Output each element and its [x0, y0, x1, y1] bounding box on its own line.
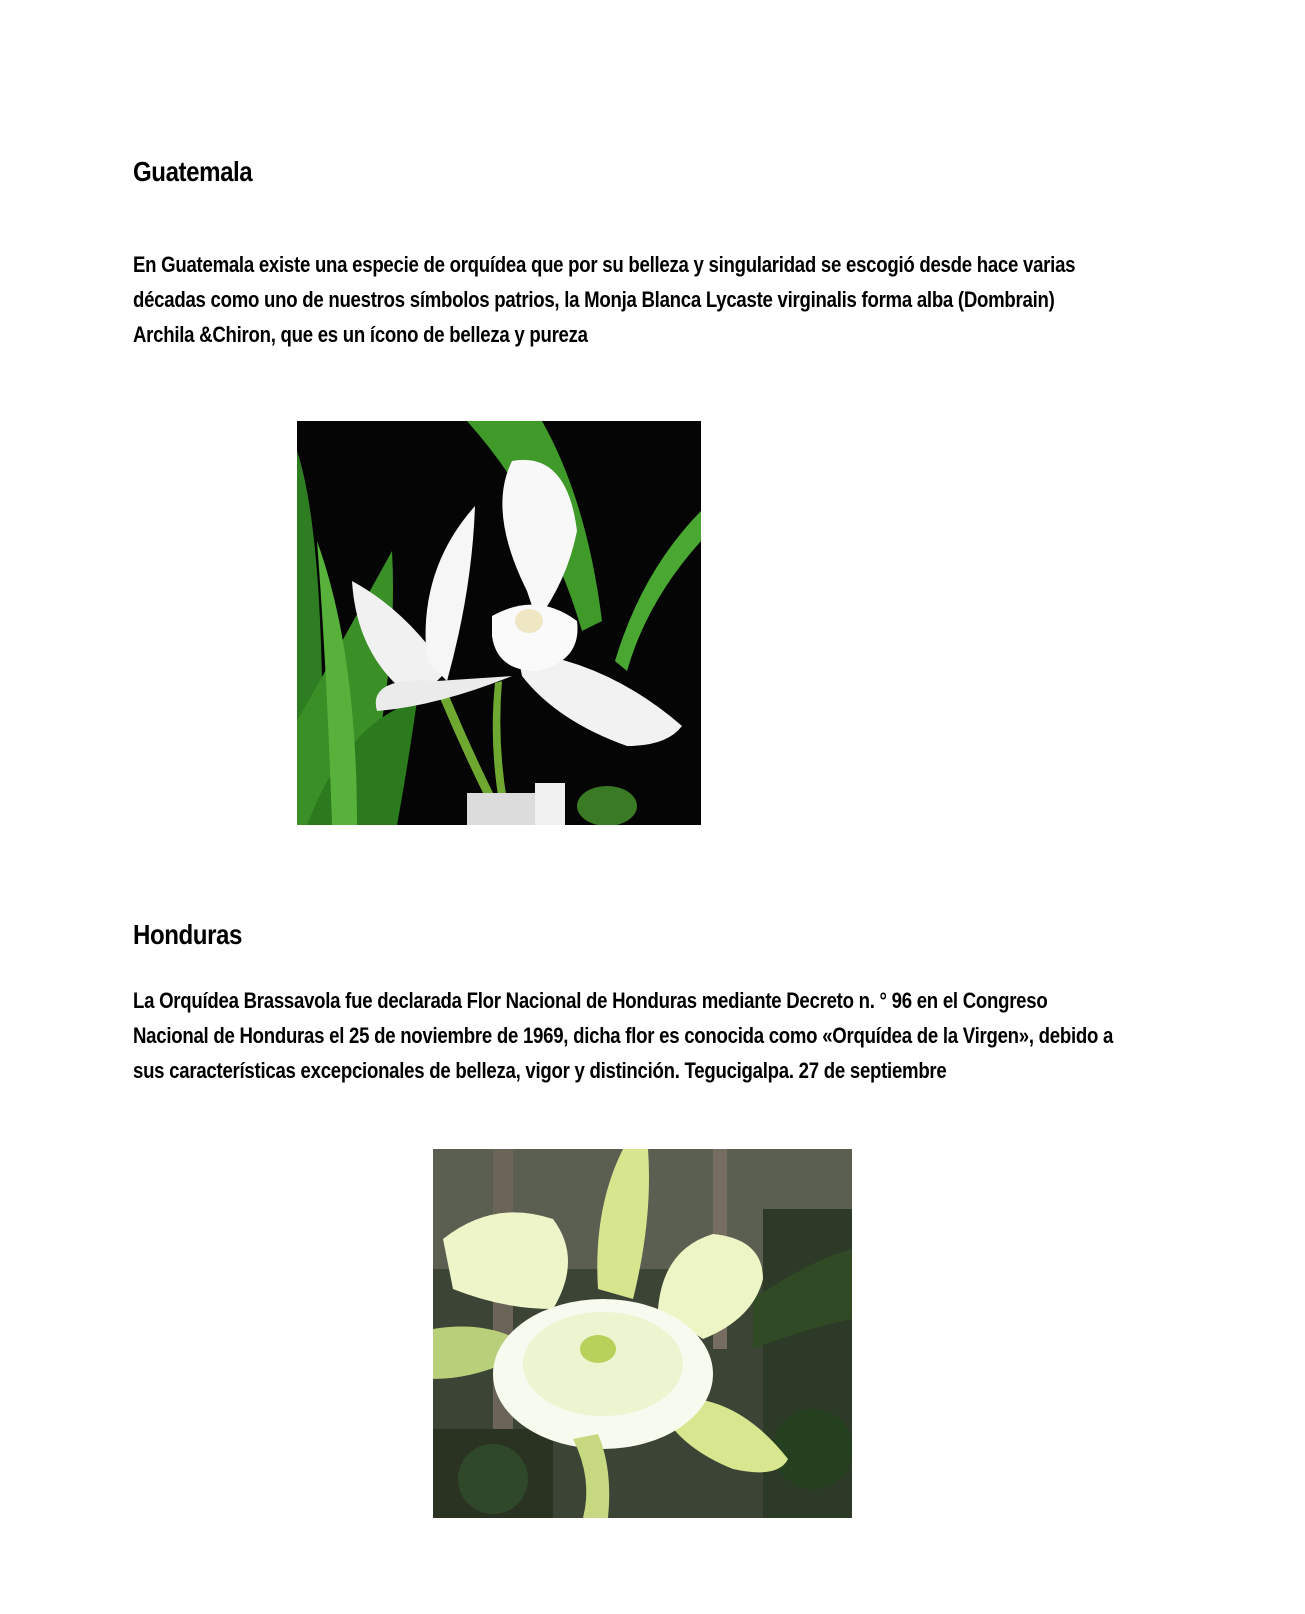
- monja-blanca-orchid-photo: [297, 421, 701, 825]
- honduras-heading: Honduras: [133, 919, 242, 950]
- guatemala-heading: Guatemala: [133, 156, 253, 187]
- brassavola-orchid-photo: [433, 1149, 852, 1518]
- honduras-paragraph: La Orquídea Brassavola fue declarada Flor Nacional de Honduras mediante Decreto n. ° 96 en el Congreso Nacional de Honduras el 25 de noviembre de 1969, dicha flor es conocida como «Orquídea de la Virgen», debido a sus características excepcionales de belleza, vigor y distinción. Tegucigalpa. 27 de septiembre: [133, 988, 1114, 1083]
- guatemala-paragraph: En Guatemala existe una especie de orquídea que por su belleza y singularidad se escogió desde hace varias décadas como uno de nuestros símbolos patrios, la Monja Blanca Lycaste virginalis forma alba (Dombrain) Archila &Chiron, que es un ícono de belleza y pureza: [133, 252, 1076, 347]
